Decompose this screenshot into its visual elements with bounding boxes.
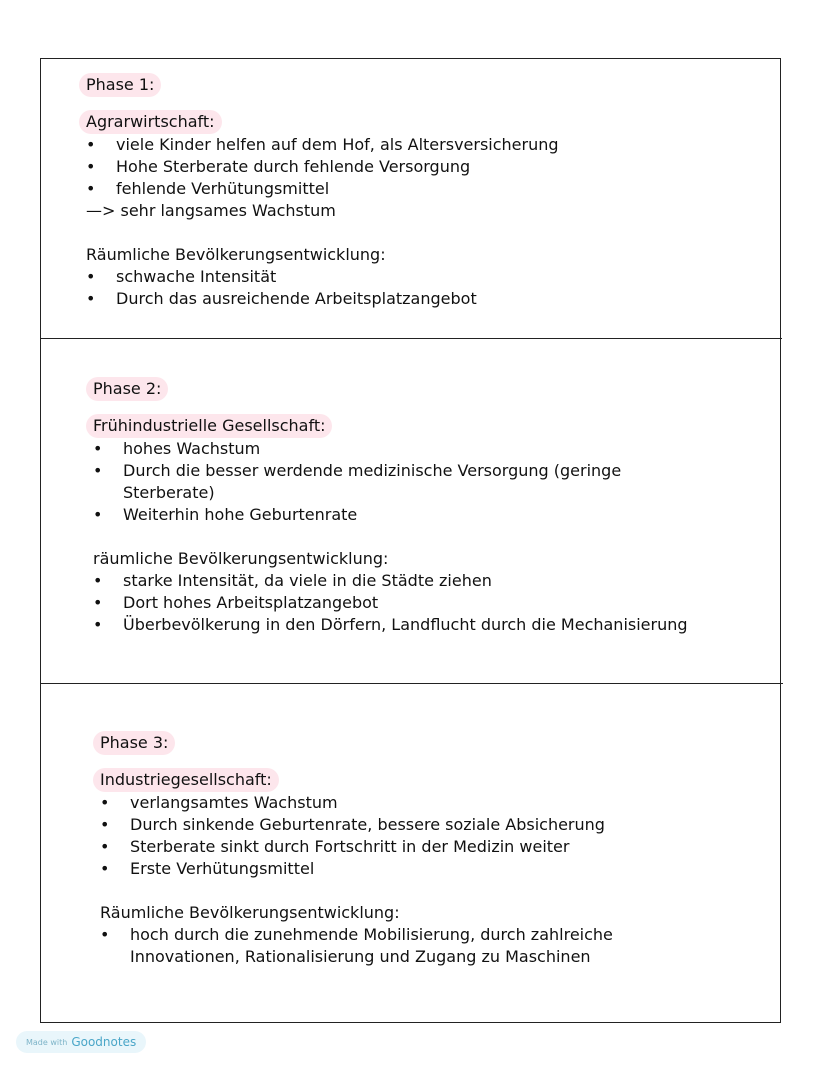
- phase-3-spatial-title: Räumliche Bevölkerungsentwicklung:: [100, 903, 400, 922]
- phase-2-section: [93, 377, 753, 636]
- phase-2-spatial-points: [93, 570, 753, 636]
- list-item: • verlangsamtes Wachstum: [100, 792, 760, 814]
- phase-1-conclusion: —> sehr langsames Wachstum: [86, 201, 336, 220]
- section-divider: [40, 338, 782, 339]
- list-item: • viele Kinder helfen auf dem Hof, als Altersversicherung: [86, 134, 766, 156]
- phase-3-title: Phase 3:: [93, 731, 175, 755]
- list-item: • Durch das ausreichende Arbeitsplatzangebot: [86, 288, 766, 310]
- list-item: • starke Intensität, da viele in die Städte ziehen: [93, 570, 753, 592]
- list-item: • Sterberate sinkt durch Fortschritt in der Medizin weiter: [100, 836, 760, 858]
- phase-1-spatial-title: Räumliche Bevölkerungsentwicklung:: [86, 245, 386, 264]
- phase-3-society: Industriegesellschaft:: [93, 768, 279, 792]
- list-item: • hohes Wachstum: [93, 438, 753, 460]
- phase-1-title: Phase 1:: [79, 73, 161, 97]
- list-item: • schwache Intensität: [86, 266, 766, 288]
- phase-3-section: [100, 731, 760, 968]
- list-item: • Hohe Sterberate durch fehlende Versorgung: [86, 156, 766, 178]
- phase-1-spatial-points: [86, 266, 766, 310]
- list-item: • hoch durch die zunehmende Mobilisierung, durch zahlreiche Innovationen, Rationalisierung und Zugang zu Maschinen: [100, 924, 690, 968]
- section-divider: [40, 683, 783, 684]
- made-with-label: Made with: [26, 1037, 68, 1047]
- list-item: • Weiterhin hohe Geburtenrate: [93, 504, 753, 526]
- list-item: • Dort hohes Arbeitsplatzangebot: [93, 592, 753, 614]
- list-item: • Erste Verhütungsmittel: [100, 858, 760, 880]
- list-item: • Durch die besser werdende medizinische Versorgung (geringe Sterberate): [93, 460, 683, 504]
- list-item: • Überbevölkerung in den Dörfern, Landflucht durch die Mechanisierung: [93, 614, 753, 636]
- phase-1-points: [86, 134, 766, 200]
- goodnotes-logo-text: Goodnotes: [71, 1035, 137, 1049]
- list-item: • Durch sinkende Geburtenrate, bessere soziale Absicherung: [100, 814, 760, 836]
- phase-1-society: Agrarwirtschaft:: [79, 110, 222, 134]
- phase-3-spatial-points: [100, 924, 760, 968]
- phase-2-points: [93, 438, 753, 526]
- phase-2-society: Frühindustrielle Gesellschaft:: [86, 414, 332, 438]
- phase-1-section: [86, 73, 766, 310]
- list-item: • fehlende Verhütungsmittel: [86, 178, 766, 200]
- phase-3-points: [100, 792, 760, 880]
- phase-2-spatial-title: räumliche Bevölkerungsentwicklung:: [93, 549, 389, 568]
- goodnotes-badge[interactable]: [16, 1031, 146, 1053]
- phase-2-title: Phase 2:: [86, 377, 168, 401]
